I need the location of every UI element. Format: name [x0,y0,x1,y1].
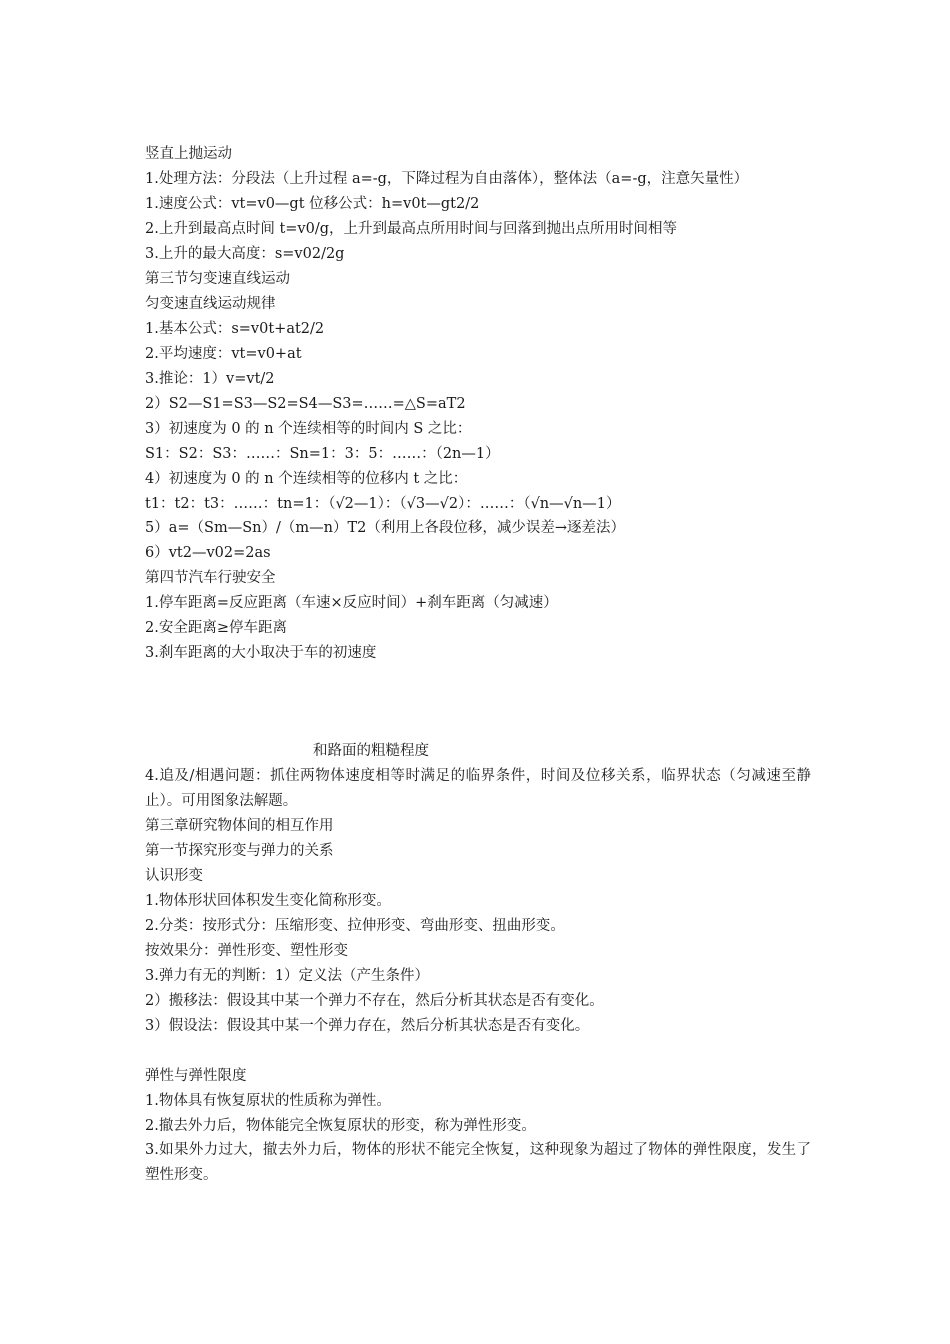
text-line: 2.安全距离≥停车距离 [145,620,287,636]
text-line: 4）初速度为 0 的 n 个连续相等的位移内 t 之比： [145,471,468,487]
paragraph-elastic-limit: 3.如果外力过大，撤去外力后，物体的形状不能完全恢复，这种现象为超过了物体的弹性限度，发生了塑性形变。 [145,1142,811,1183]
text-line: 2.平均速度：vt=v0+at [145,346,302,362]
chapter-heading: 第三章研究物体间的相互作用 [145,818,334,834]
centered-line: 和路面的粗糙程度 [313,743,429,759]
text-line: 2）S2—S1=S3—S2=S4—S3=……=△S=aT2 [145,396,466,412]
text-line: 1.速度公式：vt=v0—gt 位移公式：h=v0t—gt2/2 [145,196,480,212]
text-line: 2.撤去外力后，物体能完全恢复原状的形变，称为弹性形变。 [145,1118,536,1134]
text-line: t1：t2：t3：……：tn=1：（√2—1）：（√3—√2）：……：（√n—√n—1） [145,496,621,512]
text-line: S1：S2：S3：……：Sn=1：3：5：……：（2n—1） [145,446,500,462]
text-line: 6）vt2—v02=2as [145,545,271,561]
subsection-heading: 弹性与弹性限度 [145,1068,247,1084]
text-line: 3）初速度为 0 的 n 个连续相等的时间内 S 之比： [145,421,472,437]
text-line: 3.推论：1）v=vt/2 [145,371,275,387]
section-heading: 第四节汽车行驶安全 [145,570,276,586]
text-line: 按效果分：弹性形变、塑性形变 [145,943,348,959]
text-line: 1.基本公式：s=v0t+at2/2 [145,321,325,337]
text-line: 1.处理方法：分段法（上升过程 a=-g，下降过程为自由落体），整体法（a=-g，注意矢量性） [145,171,749,187]
text-line: 1.停车距离=反应距离（车速×反应时间）+刹车距离（匀减速） [145,595,558,611]
text-line: 3.弹力有无的判断：1）定义法（产生条件） [145,968,430,984]
text-line: 2.分类：按形式分：压缩形变、拉伸形变、弯曲形变、扭曲形变。 [145,918,565,934]
text-line: 5）a=（Sm—Sn）/（m—n）T2（利用上各段位移，减少误差→逐差法） [145,520,625,536]
text-line: 2）搬移法：假设其中某一个弹力不存在，然后分析其状态是否有变化。 [145,993,604,1009]
subsection-heading: 认识形变 [145,868,203,884]
text-line: 2.上升到最高点时间 t=v0/g，上升到最高点所用时间与回落到抛出点所用时间相等 [145,221,678,237]
text-line: 1.物体形状回体积发生变化简称形变。 [145,893,391,909]
section-heading: 第三节匀变速直线运动 [145,271,290,287]
heading-vertical-throw: 竖直上抛运动 [145,146,232,162]
section-heading: 第一节探究形变与弹力的关系 [145,843,334,859]
text-line: 3.上升的最大高度：s=v02/2g [145,246,345,262]
text-line: 3）假设法：假设其中某一个弹力存在，然后分析其状态是否有变化。 [145,1018,590,1034]
paragraph-chase: 4.追及/相遇问题：抓住两物体速度相等时满足的临界条件，时间及位移关系，临界状态（匀减速至静止）。可用图象法解题。 [145,768,811,809]
subsection-heading: 匀变速直线运动规律 [145,296,276,312]
text-line: 1.物体具有恢复原状的性质称为弹性。 [145,1093,391,1109]
text-line: 3.刹车距离的大小取决于车的初速度 [145,645,377,661]
